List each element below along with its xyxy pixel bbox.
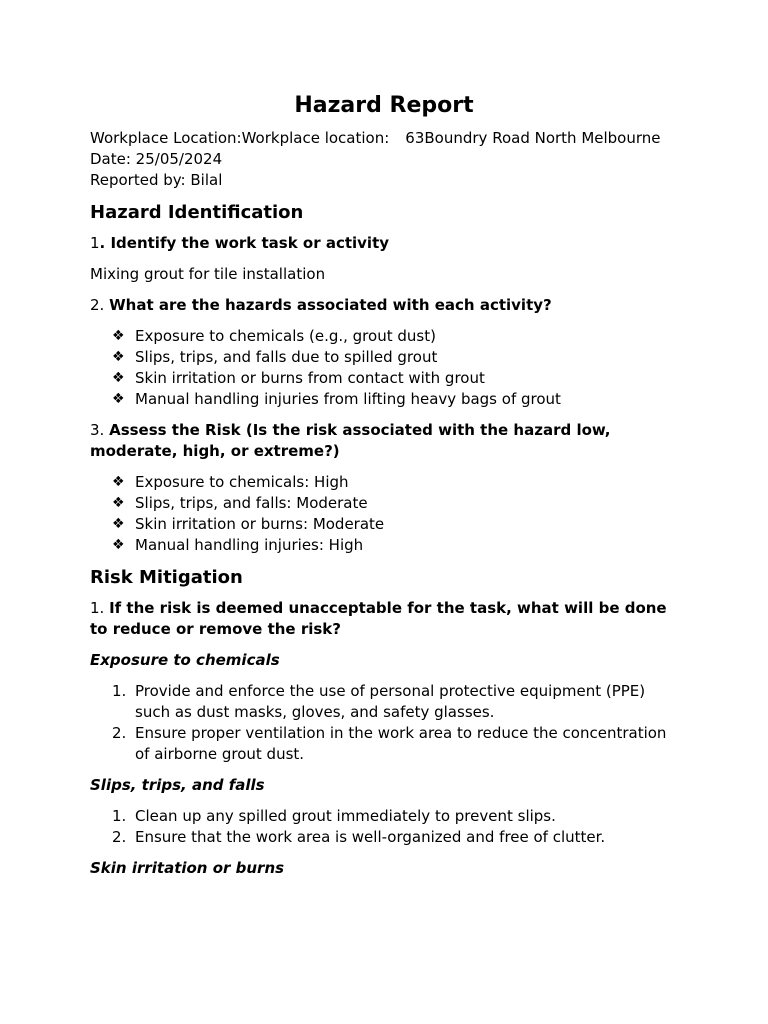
question-number: 3. <box>90 421 110 439</box>
list-item <box>90 514 680 535</box>
list-item-text: Slips, trips, and falls: Moderate <box>135 494 368 512</box>
list-number: 2. <box>112 724 127 742</box>
list-item-text: Provide and enforce the use of personal protective equipment (PPE) such as dust masks, gloves, and safety glasses. <box>135 682 646 721</box>
workplace-location-line <box>90 128 680 149</box>
location-value: 63Boundry Road North Melbourne <box>405 129 661 147</box>
list-item-text: Manual handling injuries: High <box>135 536 364 554</box>
question-assess-risk <box>90 420 680 462</box>
list-number: 1. <box>112 807 127 825</box>
list-item <box>90 493 680 514</box>
question-number: 1. <box>90 599 110 617</box>
diamond-bullet-icon: ❖ <box>112 391 125 407</box>
list-item-text: Manual handling injuries from lifting heavy bags of grout <box>135 390 561 408</box>
question-text: If the risk is deemed unacceptable for the task, what will be done to reduce or remove the risk? <box>90 599 667 638</box>
task-answer: Mixing grout for tile installation <box>90 265 326 283</box>
list-item <box>90 389 680 410</box>
question-reduce-risk <box>90 598 680 640</box>
document-page <box>90 90 680 889</box>
subheading-chemicals: Exposure to chemicals <box>90 651 280 669</box>
diamond-bullet-icon: ❖ <box>112 537 125 553</box>
question-number: 2. <box>90 296 110 314</box>
hazard-identification-heading: Hazard Identification <box>90 202 304 223</box>
question-text: Assess the Risk (Is the risk associated with the hazard low, moderate, high, or extreme?) <box>90 421 611 460</box>
list-item-text: Exposure to chemicals (e.g., grout dust) <box>135 327 436 345</box>
list-item <box>90 347 680 368</box>
list-number: 2. <box>112 828 127 846</box>
list-item <box>90 806 680 827</box>
hazards-list <box>90 326 680 410</box>
subheading-slips: Slips, trips, and falls <box>90 776 265 794</box>
question-number: 1 <box>90 234 100 252</box>
list-item <box>90 472 680 493</box>
list-item <box>90 723 680 765</box>
list-item <box>90 681 680 723</box>
list-item-text: Ensure that the work area is well-organized and free of clutter. <box>135 828 606 846</box>
report-title: Hazard Report <box>294 93 474 118</box>
list-item-text: Exposure to chemicals: High <box>135 473 349 491</box>
reported-by: Reported by: Bilal <box>90 171 223 189</box>
question-identify-task <box>90 233 680 254</box>
list-item <box>90 368 680 389</box>
list-item <box>90 535 680 556</box>
list-item-text: Ensure proper ventilation in the work area to reduce the concentration of airborne grout dust. <box>135 724 667 763</box>
question-hazards <box>90 295 680 316</box>
risk-mitigation-heading: Risk Mitigation <box>90 567 243 588</box>
location-label: Workplace Location:Workplace location: <box>90 129 390 147</box>
diamond-bullet-icon: ❖ <box>112 516 125 532</box>
risk-levels-list <box>90 472 680 556</box>
question-text: What are the hazards associated with each activity? <box>109 296 552 314</box>
diamond-bullet-icon: ❖ <box>112 474 125 490</box>
diamond-bullet-icon: ❖ <box>112 328 125 344</box>
list-item <box>90 827 680 848</box>
diamond-bullet-icon: ❖ <box>112 349 125 365</box>
slips-measures-list <box>90 806 680 848</box>
report-date: Date: 25/05/2024 <box>90 150 223 168</box>
list-item-text: Clean up any spilled grout immediately to prevent slips. <box>135 807 556 825</box>
question-text: . Identify the work task or activity <box>99 234 390 252</box>
list-item-text: Slips, trips, and falls due to spilled grout <box>135 348 438 366</box>
diamond-bullet-icon: ❖ <box>112 370 125 386</box>
list-item-text: Skin irritation or burns from contact with grout <box>135 369 485 387</box>
diamond-bullet-icon: ❖ <box>112 495 125 511</box>
subheading-skin: Skin irritation or burns <box>90 859 285 877</box>
list-item-text: Skin irritation or burns: Moderate <box>135 515 385 533</box>
list-item <box>90 326 680 347</box>
list-number: 1. <box>112 682 127 700</box>
chemicals-measures-list <box>90 681 680 765</box>
